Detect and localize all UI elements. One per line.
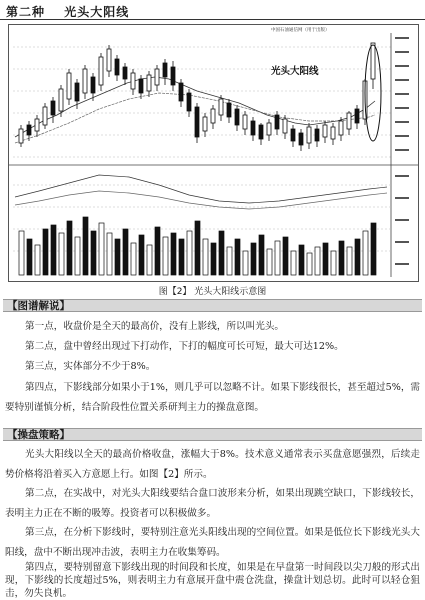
paragraph: 光头大阳线以全天的最高价格收盘，涨幅大于8%。技术意义通常表示买盘意愿强烈，后续走势价格将沿着买入方意愿上行。如图【2】所示。 [5, 449, 420, 480]
paragraph: 第二点，在实战中，对光头大阳线要结合盘口波形来分析，如果出现跳空缺口，下影线较长，表明主力正在不断的吸筹。投资者可以积极做多。 [5, 488, 420, 519]
chapter-title: 光头大阳线 [64, 5, 130, 19]
paragraph: 第四点，下影线部分如果小于1%，则几乎可以忽略不计。如果下影线很长，甚至超过5%，需要特别谨慎分析，结合阶段性位置关系研判主力的操盘意图。 [5, 382, 421, 413]
paragraph: 第四点，要特别留意下影线出现的时间段和长度，如果是在早盘第一时间段以尖刀般的形式出现，下影线的长度超过5%，则表明主力有意展开盘中震仓洗盘，操盘计划总切。此时可以轻仓狙击，勿失良机。 [5, 562, 420, 599]
price-gridlines [13, 47, 391, 157]
indicator-line-1 [15, 175, 387, 203]
price-axis-ticks [395, 37, 409, 151]
title-divider [0, 19, 425, 20]
section-heading-trading-strategy: 【操盘策略】 [3, 428, 422, 441]
page-title [6, 3, 129, 20]
section-heading-chart-explanation: 【图谱解说】 [3, 299, 422, 312]
paragraph: 第一点，收盘价是全天的最高价，没有上影线，所以叫光头。 [25, 321, 285, 332]
figure-caption: 图【2】 光头大阳线示意图 [158, 287, 267, 297]
chart-topbar-text: 中国石油通信网（用于出版） [271, 28, 330, 33]
chapter-number: 第二种 [6, 5, 46, 19]
candlestick-chart [9, 25, 418, 281]
stock-chart-figure [8, 24, 419, 282]
paragraph: 第二点，盘中曾经出现过下打动作，下打的幅度可长可短，最大可达12%。 [25, 341, 344, 352]
chart-annotation: 光头大阳线 [271, 66, 319, 77]
paragraph: 第三点，实体部分不少于8%。 [25, 361, 156, 372]
paragraph: 第三点，在分析下影线时，要特别注意光头阳线出现的空间位置。如果是低位长下影线光头大阳线，盘中不断出现冲击波，表明主力在收集筹码。 [5, 527, 420, 558]
indicator-bars [19, 217, 376, 275]
